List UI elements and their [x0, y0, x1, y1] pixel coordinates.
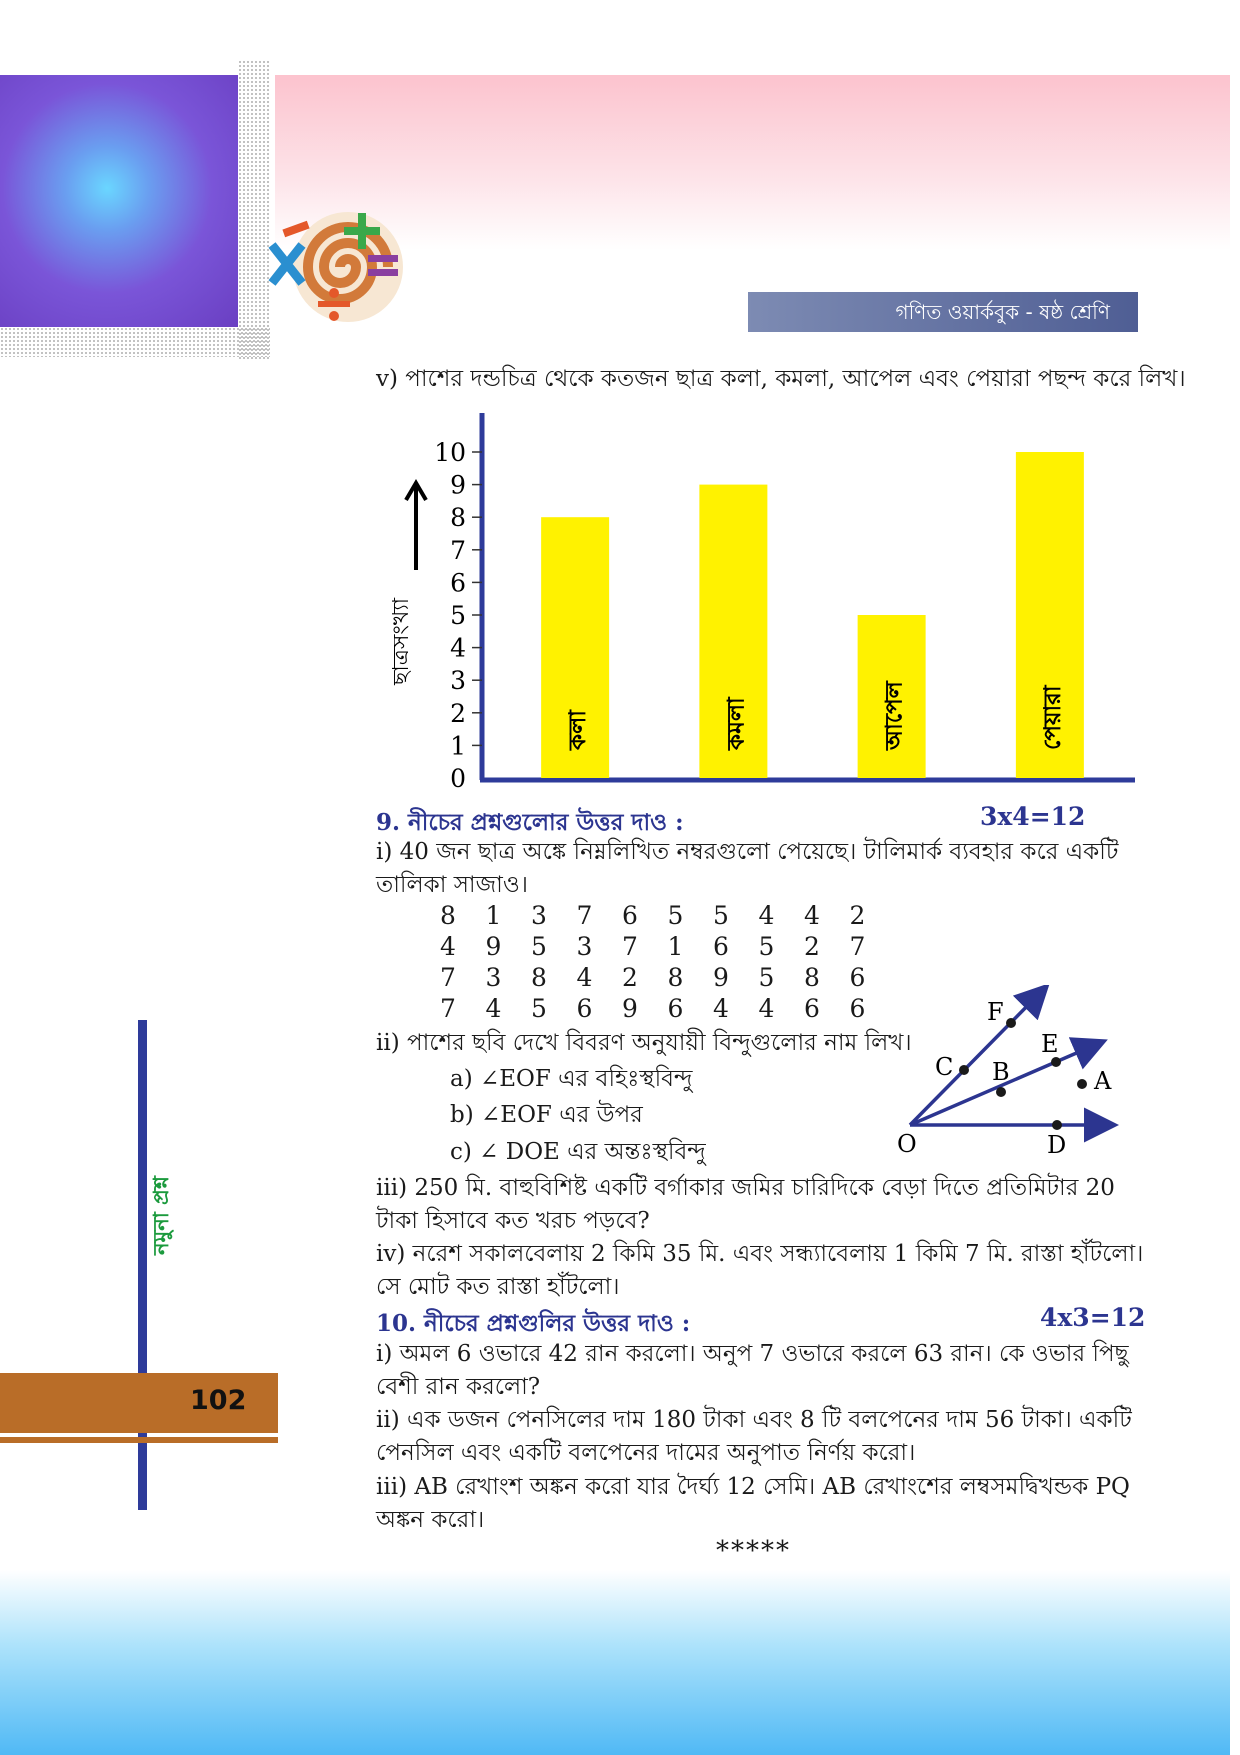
grid-cell: 5 — [713, 901, 729, 930]
q9-heading: 9. নীচের প্রশ্নগুলোর উত্তর দাও : — [376, 809, 684, 836]
math-symbols-logo-icon — [268, 205, 418, 335]
angle-diagram — [880, 985, 1130, 1160]
grid-cell: 1 — [667, 932, 684, 961]
grid-cell: 2 — [804, 932, 820, 961]
q9-ii-b: b) ∠EOF এর উপর — [450, 1102, 643, 1128]
q10-ii-line2: পেনসিল এবং একটি বলপেনের দামের অনুপাত নির্ণয় করো। — [376, 1440, 916, 1466]
footer-blue-band — [0, 1570, 1230, 1755]
grid-cell: 9 — [622, 994, 638, 1023]
grid-cell: 6 — [667, 994, 684, 1023]
q10-marks: 4x3=12 — [1040, 1303, 1146, 1332]
label-c: C — [935, 1053, 954, 1081]
y-tick-label: 7 — [450, 535, 466, 565]
bar-category-label: পেয়ারা — [1039, 685, 1066, 750]
q9-iii-line2: টাকা হিসাবে কত খরচ পড়বে? — [376, 1208, 650, 1234]
q9-i-line1: i) 40 জন ছাত্র অঙ্কে নিম্নলিখিত নম্বরগুলো পেয়েছে। টালিমার্ক ব্যবহার করে একটি — [376, 839, 1119, 865]
sidebar-label: নমুনা প্রশ্ন — [149, 1175, 173, 1255]
grid-cell: 6 — [849, 963, 866, 992]
up-arrow-icon — [406, 483, 426, 570]
y-tick-label: 2 — [450, 698, 466, 728]
bar-category-label: কমলা — [723, 697, 750, 750]
q9-i-line2: তালিকা সাজাও। — [376, 872, 528, 898]
y-tick-label: 1 — [450, 731, 466, 761]
grid-cell: 7 — [576, 901, 593, 930]
q9-marks: 3x4=12 — [980, 802, 1086, 831]
grid-cell: 7 — [440, 963, 456, 992]
q9-ii-line: ii) পাশের ছবি দেখে বিবরণ অনুযায়ী বিন্দুগুলোর নাম লিখ। — [376, 1030, 912, 1056]
y-tick-label: 5 — [450, 601, 466, 630]
grid-cell: 9 — [485, 932, 502, 961]
q9-iii-line1: iii) 250 মি. বাহুবিশিষ্ট একটি বর্গাকার জমির চারিদিকে বেড়া দিতে প্রতিমিটার 20 — [376, 1175, 1115, 1201]
grid-cell: 5 — [758, 932, 775, 961]
grid-cell: 9 — [713, 963, 729, 992]
grid-cell: 7 — [849, 932, 866, 961]
grid-cell: 5 — [667, 901, 684, 930]
q10-heading: 10. নীচের প্রশ্নগুলির উত্তর দাও : — [376, 1310, 691, 1337]
page-number-underline — [0, 1437, 278, 1443]
grid-cell: 2 — [622, 963, 638, 992]
grid-cell: 6 — [849, 994, 866, 1023]
header-pink-band — [275, 75, 1230, 250]
label-e: E — [1041, 1030, 1059, 1058]
grid-cell: 5 — [758, 963, 775, 992]
grid-cell: 7 — [440, 994, 456, 1023]
grid-cell: 4 — [440, 932, 456, 961]
grid-cell: 4 — [713, 994, 729, 1023]
grid-cell: 3 — [531, 901, 547, 930]
q9-iv-line1: iv) নরেশ সকালবেলায় 2 কিমি 35 মি. এবং সন্ধ্যাবেলায় 1 কিমি 7 মি. রাস্তা হাঁটলো। — [376, 1241, 1144, 1267]
header-purple-square — [0, 75, 238, 327]
q10-iii-line1: iii) AB রেখাংশ অঙ্কন করো যার দৈর্ঘ্য 12 সেমি। AB রেখাংশের লম্বসমদ্বিখন্ডক PQ — [376, 1474, 1130, 1500]
q9-ii-a: a) ∠EOF এর বহিঃস্থবিন্দু — [450, 1066, 693, 1092]
bar-category-label: আপেল — [881, 681, 908, 750]
label-a: A — [1094, 1067, 1112, 1095]
grid-cell: 3 — [485, 963, 502, 992]
grid-cell: 6 — [622, 901, 638, 930]
grid-cell: 8 — [531, 963, 547, 992]
grid-cell: 8 — [440, 901, 456, 930]
bar-category-label: কলা — [565, 710, 592, 750]
grid-cell: 8 — [667, 963, 684, 992]
grid-cell: 1 — [485, 901, 502, 930]
end-mark: ***** — [716, 1536, 791, 1566]
q10-i-line2: বেশী রান করলো? — [376, 1374, 541, 1400]
grid-cell: 4 — [758, 901, 775, 930]
y-tick-label: 3 — [450, 666, 466, 696]
grid-cell: 6 — [804, 994, 820, 1023]
label-b: B — [992, 1058, 1010, 1086]
grid-cell: 6 — [576, 994, 593, 1023]
y-tick-label: 6 — [450, 568, 466, 598]
label-o: O — [897, 1130, 917, 1158]
q9-ii-c: c) ∠ DOE এর অন্তঃস্থবিন্দু — [450, 1139, 706, 1165]
q10-ii-line1: ii) এক ডজন পেনসিলের দাম 180 টাকা এবং 8 টি বলপেনের দাম 56 টাকা। একটি — [376, 1407, 1132, 1433]
label-f: F — [987, 998, 1004, 1026]
y-tick-label: 9 — [450, 470, 466, 500]
ray-of — [910, 993, 1040, 1125]
label-d: D — [1047, 1131, 1067, 1159]
grid-cell: 7 — [622, 932, 638, 961]
grid-cell: 6 — [713, 932, 729, 961]
grid-cell: 4 — [485, 994, 502, 1023]
y-tick-label: 10 — [434, 438, 466, 467]
q10-i-line1: i) অমল 6 ওভারে 42 রান করলো। অনুপ 7 ওভারে করলে 63 রান। কে ওভার পিছু — [376, 1341, 1129, 1367]
bar-chart — [370, 405, 1140, 800]
grid-cell: 4 — [576, 963, 593, 992]
y-tick-label: 0 — [450, 764, 466, 793]
y-tick-label: 4 — [450, 633, 466, 663]
grid-cell: 3 — [576, 932, 593, 961]
grid-cell: 5 — [531, 932, 547, 961]
dotted-frame-bottom — [0, 327, 270, 357]
grid-cell: 5 — [531, 994, 547, 1023]
q10-iii-line2: অঙ্কন করো। — [376, 1507, 485, 1533]
question-v-text: v) পাশের দন্ডচিত্র থেকে কতজন ছাত্র কলা, কমলা, আপেল এবং পেয়ারা পছন্দ করে লিখ। — [376, 366, 1186, 392]
marks-data-grid — [440, 900, 895, 1024]
grid-cell: 2 — [849, 901, 866, 930]
grid-cell: 4 — [758, 994, 775, 1023]
page-number: 102 — [190, 1385, 247, 1416]
grid-cell: 8 — [804, 963, 820, 992]
grid-cell: 4 — [804, 901, 820, 930]
dotted-frame — [238, 60, 270, 360]
book-title-bar: গণিত ওয়ার্কবুক - ষষ্ঠ শ্রেণি — [748, 292, 1138, 332]
chart-ylabel: ছাত্রসংখ্যা — [389, 597, 414, 685]
q9-iv-line2: সে মোট কত রাস্তা হাঁটলো। — [376, 1274, 620, 1300]
y-tick-label: 8 — [450, 503, 466, 533]
